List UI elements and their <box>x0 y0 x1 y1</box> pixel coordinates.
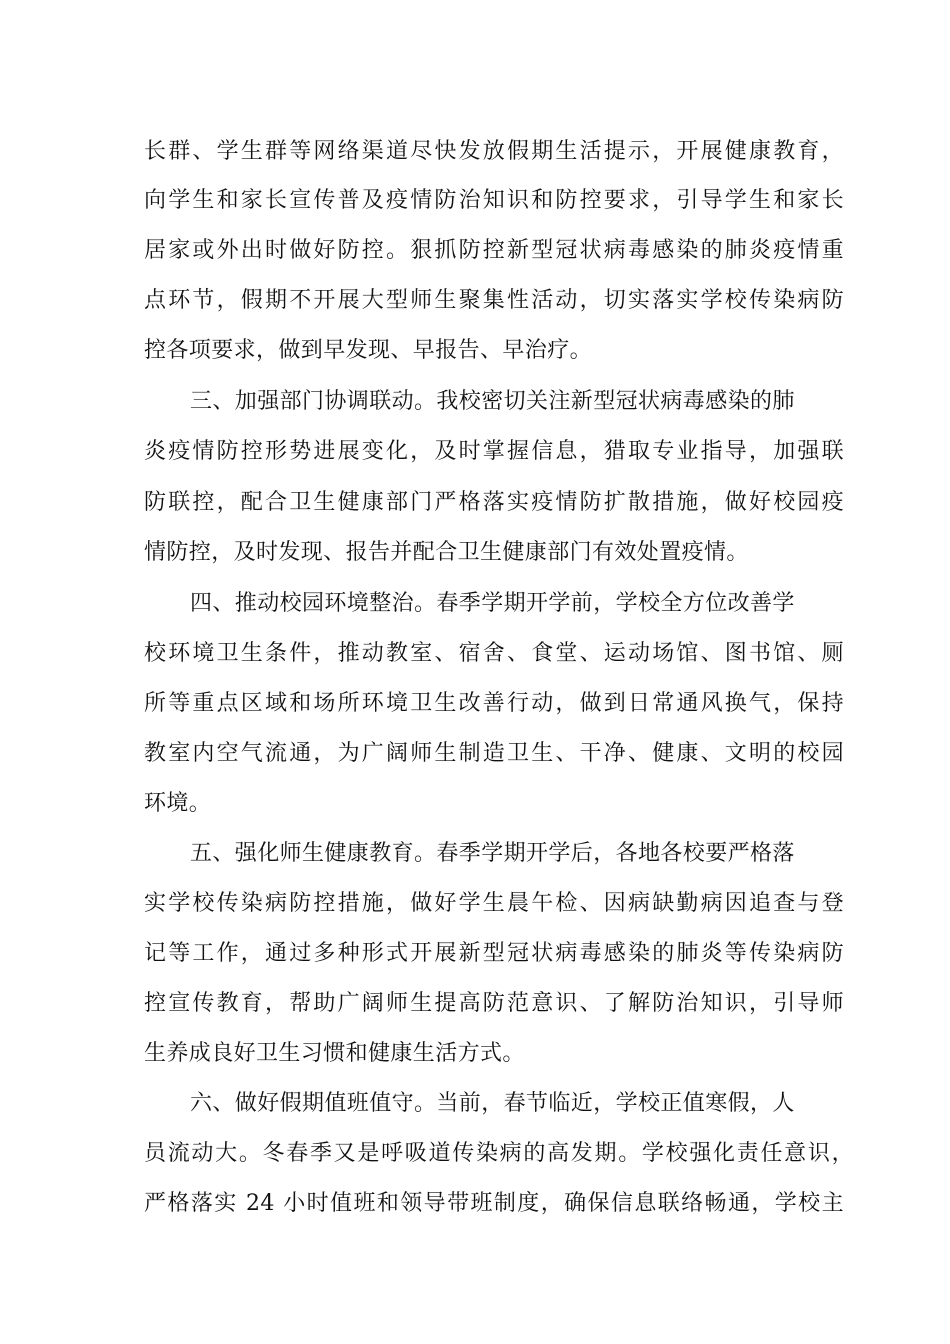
text-line: 环境。 <box>144 791 212 816</box>
text-line: 向学生和家长宣传普及疫情防治知识和防控要求，引导学生和家长 <box>144 188 844 213</box>
text-line: 严格落实 24 小时值班和领导带班制度，确保信息联络畅通，学校主 <box>144 1191 844 1216</box>
text-line: 校环境卫生条件，推动教室、宿舍、食堂、运动场馆、图书馆、厕 <box>144 641 844 666</box>
paragraph-start-line: 六、做好假期值班值守。当前，春节临近，学校正值寒假，人 <box>190 1091 795 1116</box>
text-line: 居家或外出时做好防控。狠抓防控新型冠状病毒感染的肺炎疫情重 <box>144 238 844 263</box>
text-line: 长群、学生群等网络渠道尽快发放假期生活提示，开展健康教育， <box>144 139 844 164</box>
text-line: 情防控，及时发现、报告并配合卫生健康部门有效处置疫情。 <box>144 540 749 565</box>
text-line: 记等工作，通过多种形式开展新型冠状病毒感染的肺炎等传染病防 <box>144 941 844 966</box>
paragraph-start-line: 五、强化师生健康教育。春季学期开学后，各地各校要严格落 <box>190 841 795 866</box>
text-line: 炎疫情防控形势进展变化，及时掌握信息，猎取专业指导，加强联 <box>144 439 844 464</box>
text-line: 防联控，配合卫生健康部门严格落实疫情防扩散措施，做好校园疫 <box>144 490 844 515</box>
text-line: 生养成良好卫生习惯和健康生活方式。 <box>144 1041 525 1066</box>
text-line: 员流动大。冬春季又是呼吸道传染病的高发期。学校强化责任意识， <box>144 1141 854 1166</box>
text-line: 教室内空气流通，为广阔师生制造卫生、干净、健康、文明的校园 <box>144 741 844 766</box>
text-line: 所等重点区域和场所环境卫生改善行动，做到日常通风换气，保持 <box>144 691 844 716</box>
text-line: 点环节，假期不开展大型师生聚集性活动，切实落实学校传染病防 <box>144 288 844 313</box>
paragraph-start-line: 四、推动校园环境整治。春季学期开学前，学校全方位改善学 <box>190 591 795 616</box>
paragraph-start-line: 三、加强部门协调联动。我校密切关注新型冠状病毒感染的肺 <box>190 389 795 414</box>
text-line: 实学校传染病防控措施，做好学生晨午检、因病缺勤病因追查与登 <box>144 891 844 916</box>
text-line: 控宣传教育，帮助广阔师生提高防范意识、了解防治知识，引导师 <box>144 991 844 1016</box>
text-line: 控各项要求，做到早发现、早报告、早治疗。 <box>144 338 593 363</box>
